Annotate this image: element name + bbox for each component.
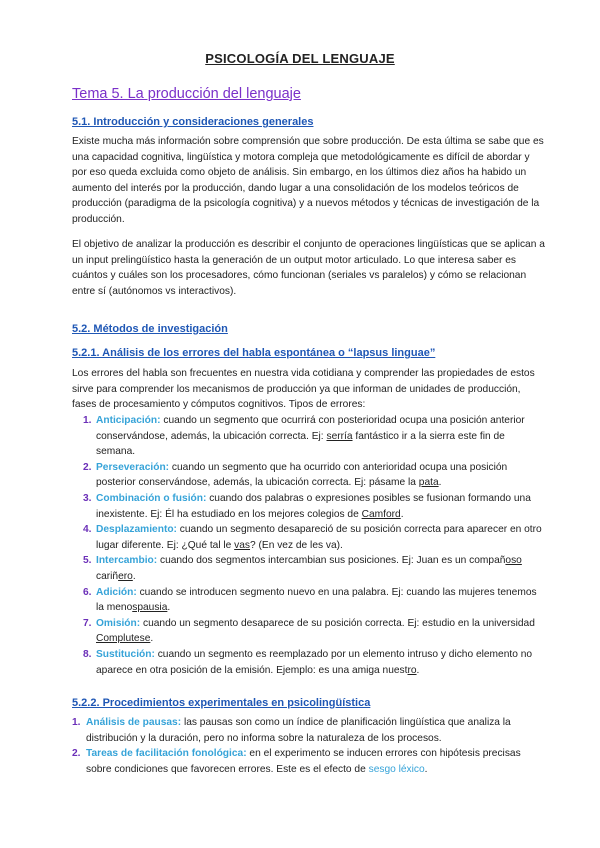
section-5-1-paragraph-1: Existe mucha más información sobre comprensión que sobre producción. De esta última se sabe que es una capacidad cognitiva, lingüística y motora compleja que metodológicamente es difícil de abordar y por eso queda excluida como objeto de análisis. Sin embargo, en los últimos diez años ha habido un aumento del interés por la producción, dando lugar a una consolidación de los modelos teóricos de producción (paradigma de la psicología cognitiva) y a nuevos métodos y técnicas de investigación de la producción. [72,136,544,225]
topic-heading: Tema 5. La producción del lenguaje [72,86,301,102]
error-example: ro [407,664,417,676]
procedure-term: Análisis de pausas: [86,717,182,728]
error-example: spausia [132,602,168,614]
error-types-list [72,413,546,678]
section-5-2-1-heading: 5.2.1. Análisis de los errores del habla espontánea o “lapsus linguae” [72,347,436,359]
list-item: 1. Análisis de pausas: las pausas son como un índice de planificación lingüística que analiza la distribución y la duración, pero no informa sobre la naturaleza de los procesos. [72,717,511,744]
procedures-list [72,715,546,777]
error-term: Sustitución: [96,648,155,660]
error-term: Anticipación: [96,415,161,426]
error-term: Perseveración: [96,461,170,473]
error-term: Adición: [96,586,137,598]
list-item: 3. Combinación o fusión: cuando dos palabras o expresiones posibles se fusionan formando una inexistente. Ej: Él ha estudiado en los mejores colegios de Camford. [83,492,531,520]
list-item: 2. Tareas de facilitación fonológica: en el experimento se inducen errores con hipótesis precisas sobre condiciones que favorecen errores. Este es el efecto de sesgo léxico. [72,748,521,775]
error-term: Omisión: [96,617,141,629]
error-term: Intercambio: [96,555,158,567]
sesgo-lexico-link[interactable]: sesgo léxico [368,763,425,775]
error-example: oso [505,555,522,567]
list-item: 4. Desplazamiento: cuando un segmento desapareció de su posición correcta para aparecer en otro lugar diferente. Ej: ¿Qué tal le vas? (En vez de les va). [83,524,542,551]
list-item: 7. Omisión: cuando un segmento desaparece de su posición correcta. Ej: estudio en la universidad Complutese. [83,617,535,645]
error-example: pata [418,477,439,489]
procedure-term: Tareas de facilitación fonológica: [86,748,247,760]
section-5-2-2-heading: 5.2.2. Procedimientos experimentales en psicolingüística [72,697,371,709]
list-item: 6. Adición: cuando se introducen segmento nuevo en una palabra. Ej: cuando las mujeres tenemos la menospausia. [83,586,537,614]
section-5-2-1-intro: Los errores del habla son frecuentes en nuestra vida cotidiana y comprender las propiedades de estos sirve para comprender los mecanismos de producción ya que informan de unidades de producción, fases de procesamiento y cómputos cognitivos. Tipos de errores: [72,368,535,411]
error-example: vas [234,539,251,551]
section-5-1-heading: 5.1. Introducción y consideraciones generales [72,116,314,128]
document-title: PSICOLOGÍA DEL LENGUAJE [205,51,395,66]
list-item: 2. Perseveración: cuando un segmento que ha ocurrido con anterioridad ocupa una posición posterior conservándose, además, la ubicación correcta. Ej: pásame la pata. [83,461,508,489]
error-term: Combinación o fusión: [96,492,207,504]
list-item: 1. Anticipación: cuando un segmento que ocurrirá con posterioridad ocupa una posición anterior conservándose, además, la ubicación correcta. Ej: serría fantástico ir a la sierra este fin de semana. [83,415,525,458]
list-item: 8. Sustitución: cuando un segmento es reemplazado por un elemento intruso y dicho elemento no aparece en otra posición de la emisión. Ejemplo: es una amiga nuestro. [83,648,533,676]
section-5-2-heading: 5.2. Métodos de investigación [72,323,228,335]
list-item: 5. Intercambio: cuando dos segmentos intercambian sus posiciones. Ej: Juan es un compañoso cariñero. [83,555,522,582]
error-example: serría [326,430,353,442]
error-example: Complutese [96,633,151,645]
section-5-1-paragraph-2: El objetivo de analizar la producción es describir el conjunto de operaciones lingüísticas que se aplican a un input prelingüístico hasta la generación de un output motor articulado. Lo que interesa saber es cuántos y cuáles son los procesadores, cómo funcionan (seriales vs paralelos) y cómo se relacionan entre sí (autónomos vs interactivos). [72,239,545,297]
error-example: Camford [361,508,401,520]
error-example: ero [118,570,133,582]
error-term: Desplazamiento: [96,524,177,536]
